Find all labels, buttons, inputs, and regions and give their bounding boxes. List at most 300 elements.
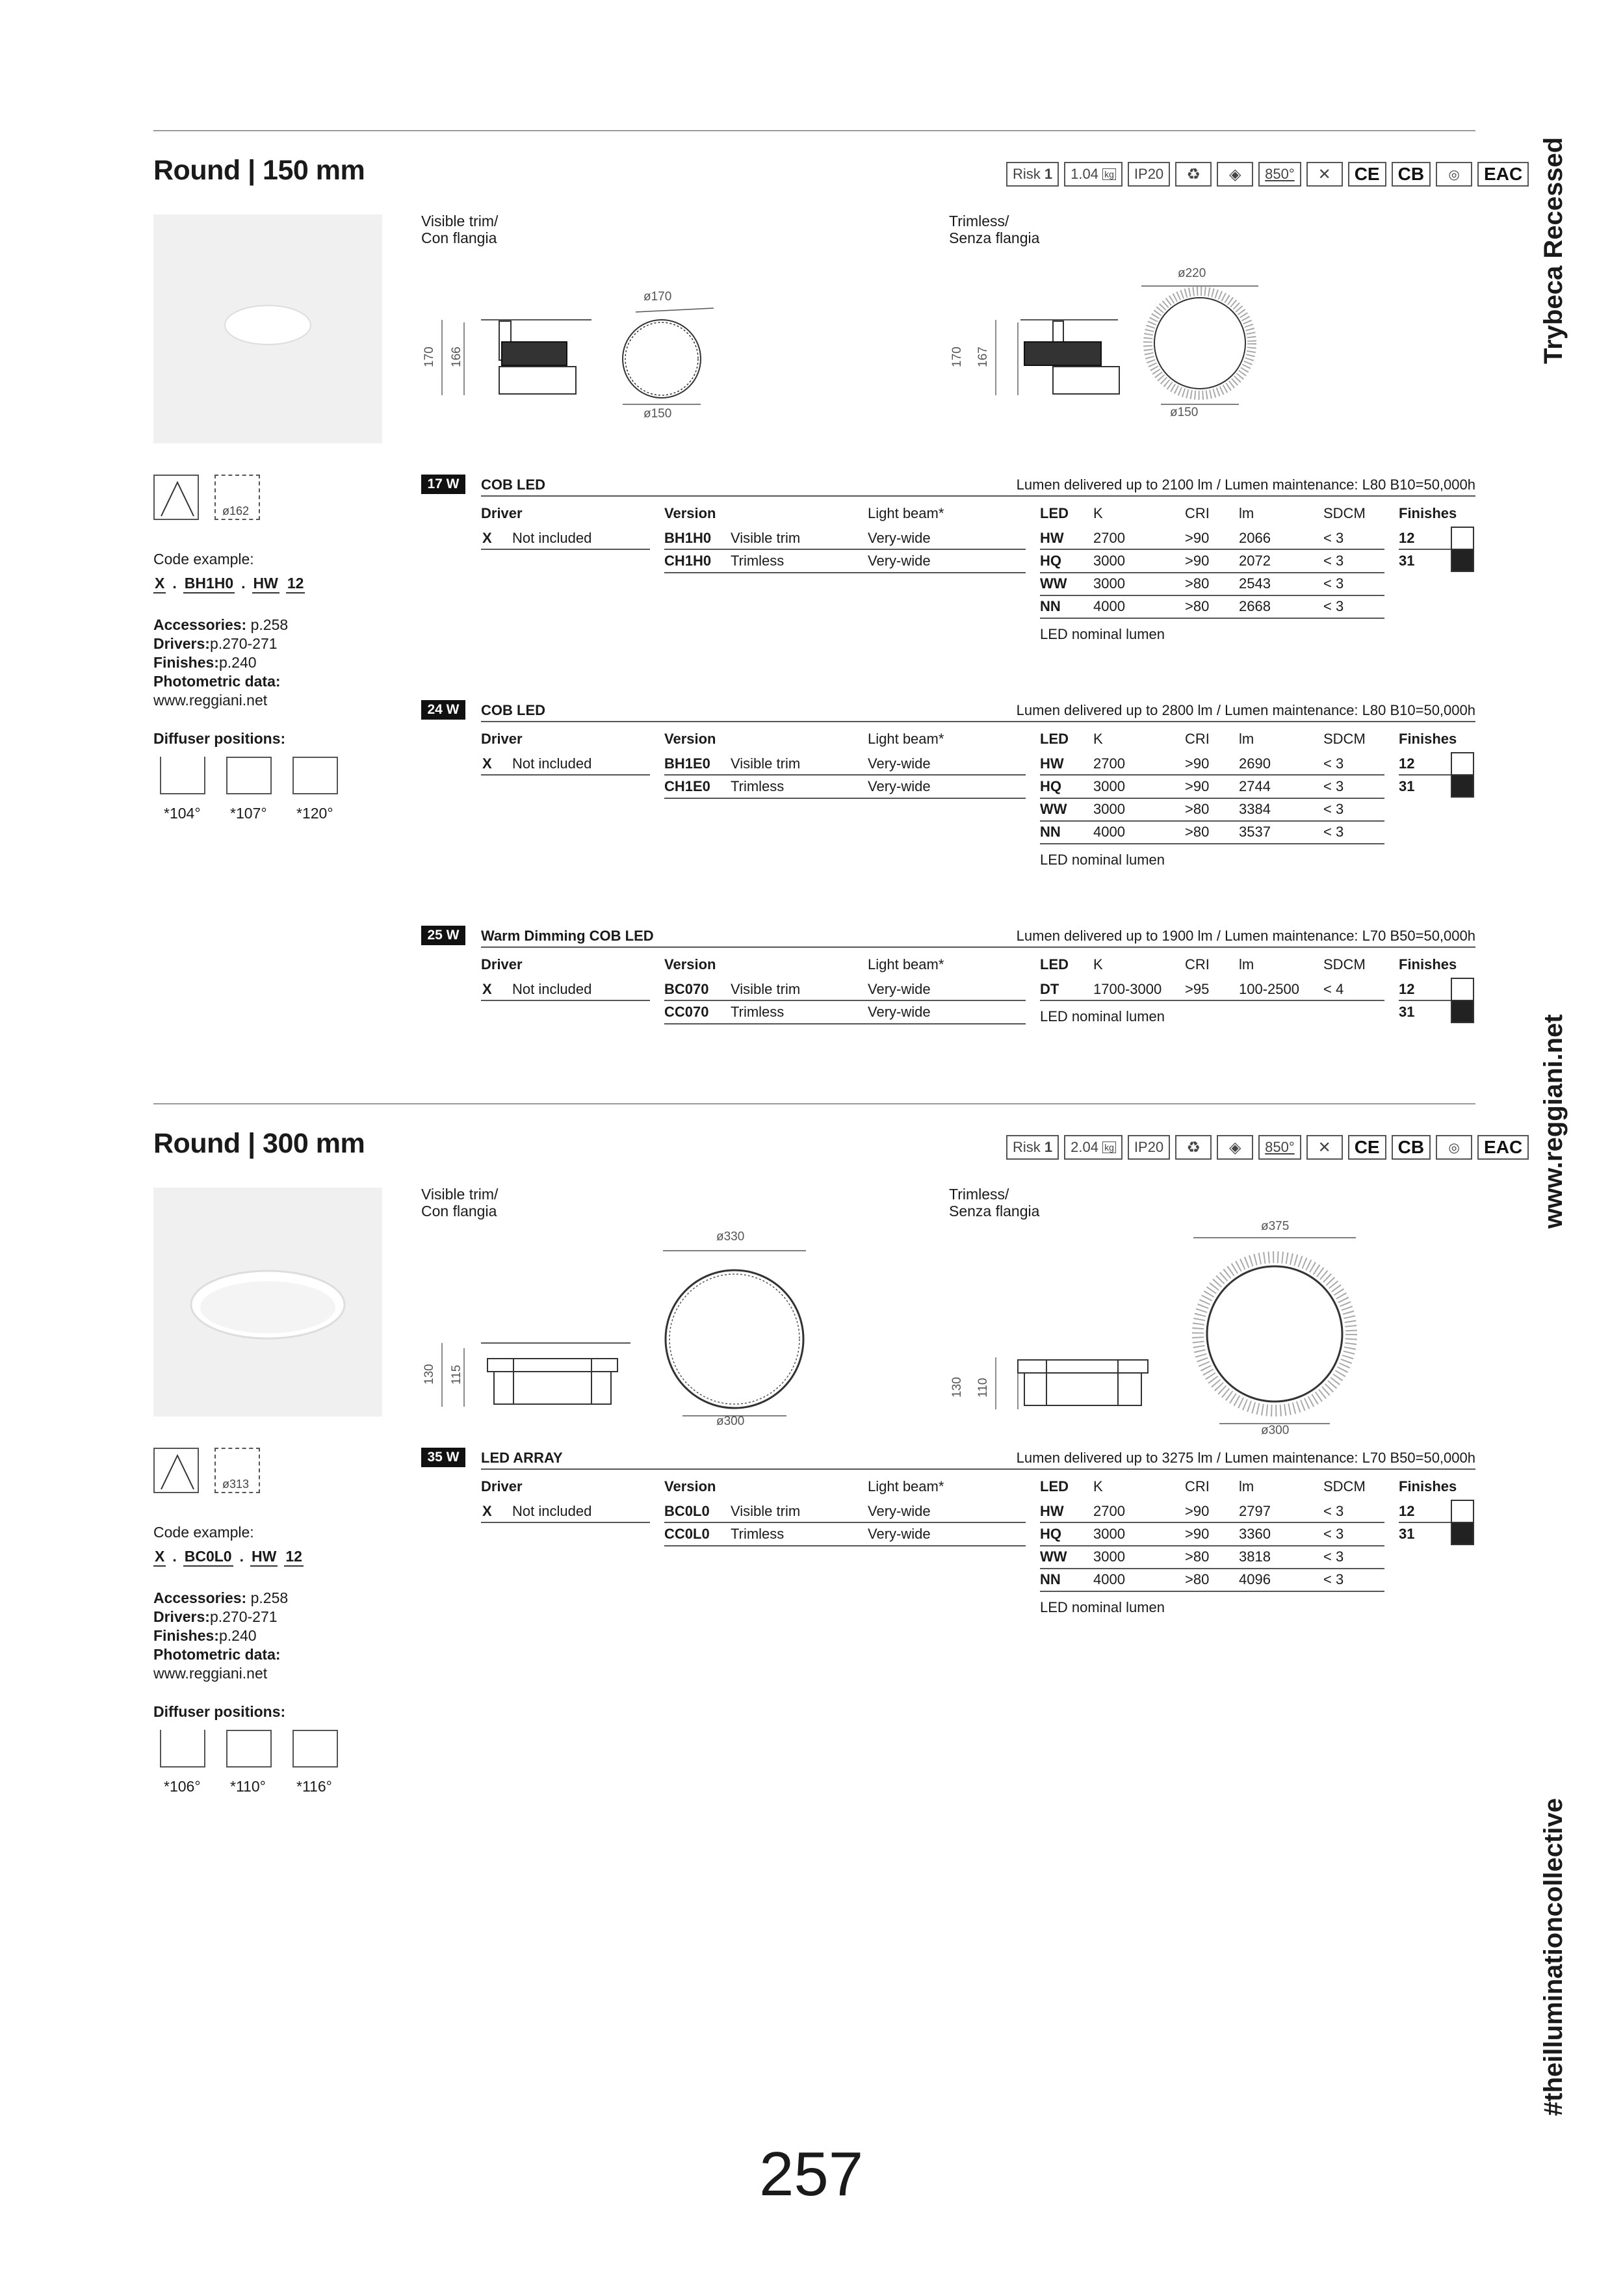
hdr-k: K [1093, 956, 1103, 972]
no-insulation-icon: ✕ [1306, 1135, 1343, 1160]
led-lm: 2066 [1239, 530, 1271, 546]
driver-desc: Not included [512, 530, 592, 546]
hdr-lm: lm [1239, 505, 1254, 521]
hdr-sdcm: SDCM [1323, 731, 1366, 747]
watt-badge: 25 W [421, 926, 465, 945]
version-beam: Very-wide [868, 1526, 931, 1542]
finish-swatch-white [1451, 1500, 1474, 1523]
section1-product-photo [153, 215, 382, 443]
led-lm: 100-2500 [1239, 981, 1299, 997]
finish-swatch-black [1451, 1522, 1474, 1545]
vt-height-outer: 130 [422, 1364, 436, 1385]
led-cri: >80 [1185, 1571, 1210, 1587]
led-row-rule [1040, 1545, 1384, 1546]
diffuser-angle-3: *120° [296, 805, 333, 822]
ccc-mark-icon: ◎ [1436, 162, 1472, 187]
vt-top-diameter: ø330 [716, 1230, 745, 1244]
hdr-finishes: Finishes [1399, 1478, 1457, 1494]
block-rule [481, 946, 1475, 948]
led-lm: 2072 [1239, 553, 1271, 569]
vt-plan-drawing [623, 312, 727, 416]
version-desc: Visible trim [731, 1503, 801, 1519]
tl-label [949, 1186, 1039, 1220]
lumen-info: Lumen delivered up to 3275 lm / Lumen maintenance: L70 B50=50,000h [1016, 1450, 1475, 1466]
led-k: 3000 [1093, 553, 1125, 569]
eac-mark: EAC [1477, 162, 1529, 187]
code-version: BH1H0 [183, 575, 235, 594]
led-sdcm: < 3 [1323, 553, 1344, 569]
tech-label: LED ARRAY [481, 1450, 563, 1466]
lumen-info: Lumen delivered up to 2800 lm / Lumen maintenance: L80 B10=50,000h [1016, 702, 1475, 718]
vt-height-inner: 166 [450, 346, 463, 367]
section2-product-photo [153, 1188, 382, 1416]
weight-value: 1.04 [1071, 166, 1098, 182]
led-k: 3000 [1093, 575, 1125, 592]
diffuser-angle-2: *107° [230, 805, 267, 822]
class-III-icon: ◈ [1217, 1135, 1253, 1160]
led-cri: >90 [1185, 1526, 1210, 1542]
glow-wire-badge: 850° [1258, 1135, 1301, 1160]
finish-swatch-white [1451, 752, 1474, 776]
accessories-ref[interactable]: p.258 [250, 616, 289, 633]
product-block-25w [0, 926, 1623, 1056]
led-sdcm: < 3 [1323, 1526, 1344, 1542]
finish-swatch-black [1451, 549, 1474, 572]
vt-label [421, 1186, 498, 1220]
code-driver: X [153, 1548, 166, 1567]
code-example-label: Code example: [153, 1524, 254, 1541]
vt-label-it: Con flangia [421, 229, 497, 246]
weight-badge [1064, 162, 1123, 187]
version-code: BC0L0 [664, 1503, 710, 1519]
version-desc: Trimless [731, 778, 785, 794]
version-beam: Very-wide [868, 553, 931, 569]
driver-desc: Not included [512, 981, 592, 997]
watt-badge: 35 W [421, 1448, 465, 1467]
vt-bottom-diameter: ø150 [643, 407, 672, 421]
led-sdcm: < 3 [1323, 1503, 1344, 1519]
hdr-k: K [1093, 731, 1103, 747]
tl-bottom-diameter: ø150 [1170, 406, 1199, 419]
led-code: HQ [1040, 553, 1061, 569]
hdr-led: LED [1040, 956, 1069, 972]
code-sep: . [239, 1548, 244, 1565]
led-code: NN [1040, 1571, 1061, 1587]
vt-label-en: Visible trim/ [421, 213, 499, 229]
tl-label-it: Senza flangia [949, 229, 1040, 246]
led-nominal-note: LED nominal lumen [1040, 1599, 1165, 1615]
driver-code: X [482, 755, 492, 772]
version-code: CH1E0 [664, 778, 710, 794]
tech-label: Warm Dimming COB LED [481, 928, 654, 944]
tl-height-outer: 130 [950, 1377, 964, 1398]
led-row-rule [1040, 549, 1384, 550]
version-desc: Trimless [731, 1004, 785, 1020]
led-sdcm: < 3 [1323, 598, 1344, 614]
hdr-finishes: Finishes [1399, 505, 1457, 521]
version-row-rule [664, 1545, 1026, 1546]
led-row-rule [1040, 1591, 1384, 1592]
tl-plan-drawing [1141, 286, 1258, 416]
led-sdcm: < 3 [1323, 824, 1344, 840]
led-sdcm: < 3 [1323, 778, 1344, 794]
accessories-ref[interactable]: p.258 [250, 1589, 289, 1606]
led-code: WW [1040, 1548, 1067, 1565]
driver-row-rule [481, 549, 650, 550]
finish-swatch-black [1451, 774, 1474, 798]
diffuser-angle-1: *104° [164, 805, 201, 822]
code-driver: X [153, 575, 166, 594]
recycle-icon: ♻ [1175, 162, 1212, 187]
tl-height-outer: 170 [950, 346, 964, 367]
led-sdcm: < 3 [1323, 801, 1344, 817]
version-row-rule [664, 572, 1026, 573]
section2-badges [1006, 1133, 1529, 1162]
vt-label [421, 213, 498, 246]
driver-row-rule [481, 1000, 650, 1001]
ccc-mark-icon: ◎ [1436, 1135, 1472, 1160]
code-example-label: Code example: [153, 551, 254, 567]
diffuser-pos-2 [226, 1730, 272, 1768]
code-sep: . [172, 1548, 177, 1565]
class-III-icon: ◈ [1217, 162, 1253, 187]
code-finish: 12 [284, 1548, 304, 1567]
finish-code: 12 [1399, 1503, 1415, 1519]
hdr-sdcm: SDCM [1323, 1478, 1366, 1494]
risk-badge [1006, 162, 1059, 187]
code-sep: . [241, 575, 246, 592]
tl-height-inner: 167 [976, 346, 990, 367]
side-hashtag: #theilluminationcollective [1539, 1797, 1568, 2116]
finish-code: 31 [1399, 553, 1415, 569]
code-sep: . [172, 575, 177, 592]
finish-swatch-white [1451, 978, 1474, 1001]
led-row-rule [1040, 618, 1384, 619]
tl-label-it: Senza flangia [949, 1203, 1040, 1220]
led-cri: >80 [1185, 575, 1210, 592]
version-beam: Very-wide [868, 1503, 931, 1519]
hdr-version: Version [664, 1478, 716, 1494]
led-k: 3000 [1093, 1526, 1125, 1542]
led-lm: 3537 [1239, 824, 1271, 840]
risk-label: Risk [1013, 166, 1041, 182]
led-nominal-note: LED nominal lumen [1040, 626, 1165, 642]
diffuser-pos-1 [160, 1730, 205, 1768]
drivers-label: Drivers: [153, 635, 210, 652]
led-cri: >80 [1185, 801, 1210, 817]
led-lm: 2690 [1239, 755, 1271, 772]
page-number: 257 [759, 2139, 864, 2209]
vt-height-inner: 115 [450, 1364, 463, 1385]
product-block-35w [0, 1448, 1623, 1643]
code-led: HW [252, 575, 279, 594]
vt-label-it: Con flangia [421, 1203, 497, 1220]
hdr-lm: lm [1239, 956, 1254, 972]
hdr-driver: Driver [481, 956, 523, 972]
drivers-ref[interactable]: p.270-271 [209, 1608, 278, 1625]
lumen-info: Lumen delivered up to 1900 lm / Lumen maintenance: L70 B50=50,000h [1016, 928, 1475, 944]
hdr-sdcm: SDCM [1323, 956, 1366, 972]
driver-desc: Not included [512, 755, 592, 772]
finishes-ref[interactable]: p.240 [218, 1627, 257, 1644]
finish-code: 31 [1399, 1004, 1415, 1020]
finish-row-rule [1399, 774, 1451, 776]
hdr-beam: Light beam* [868, 731, 944, 747]
led-sdcm: < 3 [1323, 530, 1344, 546]
version-code: CC070 [664, 1004, 709, 1020]
product-block-17w [0, 475, 1623, 670]
tl-bottom-diameter: ø300 [1261, 1424, 1290, 1437]
led-row-rule [1040, 774, 1384, 776]
led-k: 2700 [1093, 530, 1125, 546]
led-code: HW [1040, 1503, 1064, 1519]
led-code: WW [1040, 801, 1067, 817]
ce-mark: CE [1348, 162, 1386, 187]
cutout-diameter: ø162 [222, 504, 250, 517]
tl-height-inner: 110 [976, 1377, 990, 1398]
glow-wire-badge: 850° [1258, 162, 1301, 187]
led-cri: >90 [1185, 553, 1210, 569]
side-product-name: Trybeca Recessed [1539, 137, 1568, 364]
accessories-label: Accessories: [153, 616, 247, 633]
led-k: 4000 [1093, 1571, 1125, 1587]
block-rule [481, 721, 1475, 722]
eac-mark: EAC [1477, 1135, 1529, 1160]
section1-top-rule [153, 130, 1475, 131]
risk-label: Risk [1013, 1139, 1041, 1155]
accessories-label: Accessories: [153, 1589, 247, 1606]
led-nominal-note: LED nominal lumen [1040, 1008, 1165, 1024]
version-code: BH1E0 [664, 755, 710, 772]
photometric-label: Photometric data: [153, 673, 281, 690]
led-row-rule [1040, 1522, 1384, 1523]
version-code: BH1H0 [664, 530, 712, 546]
diffuser-angle-2: *110° [230, 1778, 266, 1795]
finish-swatch-black [1451, 1000, 1474, 1023]
tl-top-diameter: ø220 [1178, 267, 1206, 280]
driver-code: X [482, 981, 492, 997]
luminaire-photo-icon [153, 1188, 382, 1416]
hdr-version: Version [664, 505, 716, 521]
drivers-label: Drivers: [153, 1608, 210, 1625]
version-beam: Very-wide [868, 1004, 931, 1020]
hdr-cri: CRI [1185, 1478, 1210, 1494]
led-k: 3000 [1093, 1548, 1125, 1565]
diffuser-angle-1: *106° [164, 1778, 201, 1795]
driver-row-rule [481, 1522, 650, 1523]
photometric-label: Photometric data: [153, 1646, 281, 1663]
tech-label: COB LED [481, 476, 545, 493]
led-lm: 3384 [1239, 801, 1271, 817]
section2-top-rule [153, 1103, 1475, 1104]
drivers-ref[interactable]: p.270-271 [209, 635, 278, 652]
led-lm: 2543 [1239, 575, 1271, 592]
led-row-rule [1040, 820, 1384, 822]
hdr-beam: Light beam* [868, 1478, 944, 1494]
tl-label-en: Trimless/ [949, 213, 1009, 229]
led-k: 4000 [1093, 824, 1125, 840]
tl-label-en: Trimless/ [949, 1186, 1009, 1203]
finish-code: 12 [1399, 530, 1415, 546]
kg-icon: kg [1102, 168, 1116, 180]
cutout-diameter: ø313 [222, 1478, 250, 1491]
photometric-link[interactable]: www.reggiani.net [153, 692, 268, 709]
finish-code: 12 [1399, 981, 1415, 997]
led-cri: >80 [1185, 1548, 1210, 1565]
hdr-version: Version [664, 731, 716, 747]
led-cri: >90 [1185, 778, 1210, 794]
led-k: 2700 [1093, 755, 1125, 772]
cb-mark: CB [1392, 162, 1431, 187]
version-desc: Visible trim [731, 755, 801, 772]
led-cri: >80 [1185, 598, 1210, 614]
risk-value: 1 [1044, 166, 1053, 182]
diffuser-angle-3: *116° [296, 1778, 332, 1795]
side-website[interactable]: www.reggiani.net [1539, 1014, 1568, 1229]
hdr-finishes: Finishes [1399, 956, 1457, 972]
version-row-rule [664, 549, 1026, 550]
led-k: 1700-3000 [1093, 981, 1162, 997]
led-row-rule [1040, 595, 1384, 596]
hdr-cri: CRI [1185, 731, 1210, 747]
tl-top-diameter: ø375 [1261, 1220, 1290, 1233]
led-code: HQ [1040, 1526, 1061, 1542]
version-code: CC0L0 [664, 1526, 710, 1542]
finish-code: 31 [1399, 778, 1415, 794]
block-rule [481, 495, 1475, 497]
led-sdcm: < 3 [1323, 575, 1344, 592]
led-nominal-note: LED nominal lumen [1040, 852, 1165, 868]
version-desc: Trimless [731, 553, 785, 569]
code-version: BC0L0 [183, 1548, 233, 1567]
led-code: WW [1040, 575, 1067, 592]
version-code: BC070 [664, 981, 709, 997]
version-row-rule [664, 798, 1026, 799]
ip-badge: IP20 [1128, 1135, 1170, 1160]
led-k: 2700 [1093, 1503, 1125, 1519]
finish-code: 12 [1399, 755, 1415, 772]
hdr-k: K [1093, 505, 1103, 521]
led-cri: >90 [1185, 1503, 1210, 1519]
vt-height-outer: 170 [422, 346, 436, 367]
product-block-24w [0, 700, 1623, 895]
version-row-rule [664, 1023, 1026, 1024]
led-k: 3000 [1093, 778, 1125, 794]
led-code: HW [1040, 755, 1064, 772]
ip-badge: IP20 [1128, 162, 1170, 187]
led-code: HQ [1040, 778, 1061, 794]
version-desc: Visible trim [731, 981, 801, 997]
lumen-info: Lumen delivered up to 2100 lm / Lumen maintenance: L80 B10=50,000h [1016, 476, 1475, 493]
section1-badges [1006, 160, 1529, 189]
version-beam: Very-wide [868, 755, 931, 772]
watt-badge: 24 W [421, 700, 465, 720]
version-beam: Very-wide [868, 981, 931, 997]
section2-title: Round | 300 mm [153, 1128, 365, 1159]
led-code: NN [1040, 598, 1061, 614]
led-row-rule [1040, 843, 1384, 844]
finishes-label: Finishes: [153, 1627, 219, 1644]
hdr-driver: Driver [481, 505, 523, 521]
led-cri: >90 [1185, 755, 1210, 772]
led-lm: 3360 [1239, 1526, 1271, 1542]
hdr-k: K [1093, 1478, 1103, 1494]
vt-label-en: Visible trim/ [421, 1186, 499, 1203]
tech-label: COB LED [481, 702, 545, 718]
cb-mark: CB [1392, 1135, 1431, 1160]
led-lm: 2744 [1239, 778, 1271, 794]
vt-bottom-diameter: ø300 [716, 1415, 745, 1428]
led-k: 4000 [1093, 598, 1125, 614]
driver-desc: Not included [512, 1503, 592, 1519]
version-desc: Trimless [731, 1526, 785, 1542]
ce-mark: CE [1348, 1135, 1386, 1160]
weight-badge [1064, 1135, 1123, 1160]
led-k: 3000 [1093, 801, 1125, 817]
finish-row-rule [1399, 1522, 1451, 1523]
diffuser-label: Diffuser positions: [153, 730, 286, 747]
hdr-version: Version [664, 956, 716, 972]
hdr-beam: Light beam* [868, 956, 944, 972]
vt-top-diameter: ø170 [643, 290, 672, 304]
led-lm: 2668 [1239, 598, 1271, 614]
diffuser-label: Diffuser positions: [153, 1703, 286, 1720]
version-row-rule [664, 774, 1026, 776]
hdr-led: LED [1040, 1478, 1069, 1494]
code-finish: 12 [286, 575, 305, 594]
hdr-lm: lm [1239, 731, 1254, 747]
tl-label [949, 213, 1039, 246]
led-sdcm: < 3 [1323, 1571, 1344, 1587]
finishes-ref[interactable]: p.240 [218, 654, 257, 671]
hdr-sdcm: SDCM [1323, 505, 1366, 521]
hdr-cri: CRI [1185, 956, 1210, 972]
led-lm: 2797 [1239, 1503, 1271, 1519]
led-lm: 3818 [1239, 1548, 1271, 1565]
luminaire-photo-icon [153, 215, 382, 443]
hdr-lm: lm [1239, 1478, 1254, 1494]
led-lm: 4096 [1239, 1571, 1271, 1587]
led-row-rule [1040, 572, 1384, 573]
led-cri: >95 [1185, 981, 1210, 997]
risk-value: 1 [1044, 1139, 1053, 1155]
finishes-label: Finishes: [153, 654, 219, 671]
version-row-rule [664, 1000, 1026, 1001]
version-desc: Visible trim [731, 530, 801, 546]
led-code: NN [1040, 824, 1061, 840]
diffuser-pos-3 [292, 1730, 338, 1768]
led-row-rule [1040, 1000, 1384, 1001]
led-row-rule [1040, 798, 1384, 799]
hdr-driver: Driver [481, 731, 523, 747]
photometric-link[interactable]: www.reggiani.net [153, 1665, 268, 1682]
tl-plan-drawing [1193, 1238, 1356, 1433]
hdr-cri: CRI [1185, 505, 1210, 521]
led-code: HW [1040, 530, 1064, 546]
weight-value: 2.04 [1071, 1139, 1098, 1155]
risk-badge [1006, 1135, 1059, 1160]
vt-plan-drawing [663, 1251, 806, 1426]
hdr-led: LED [1040, 731, 1069, 747]
version-beam: Very-wide [868, 530, 931, 546]
led-row-rule [1040, 1568, 1384, 1569]
version-row-rule [664, 1522, 1026, 1523]
section1-title: Round | 150 mm [153, 155, 365, 186]
block-rule [481, 1468, 1475, 1470]
no-insulation-icon: ✕ [1306, 162, 1343, 187]
driver-row-rule [481, 774, 650, 776]
watt-badge: 17 W [421, 475, 465, 494]
